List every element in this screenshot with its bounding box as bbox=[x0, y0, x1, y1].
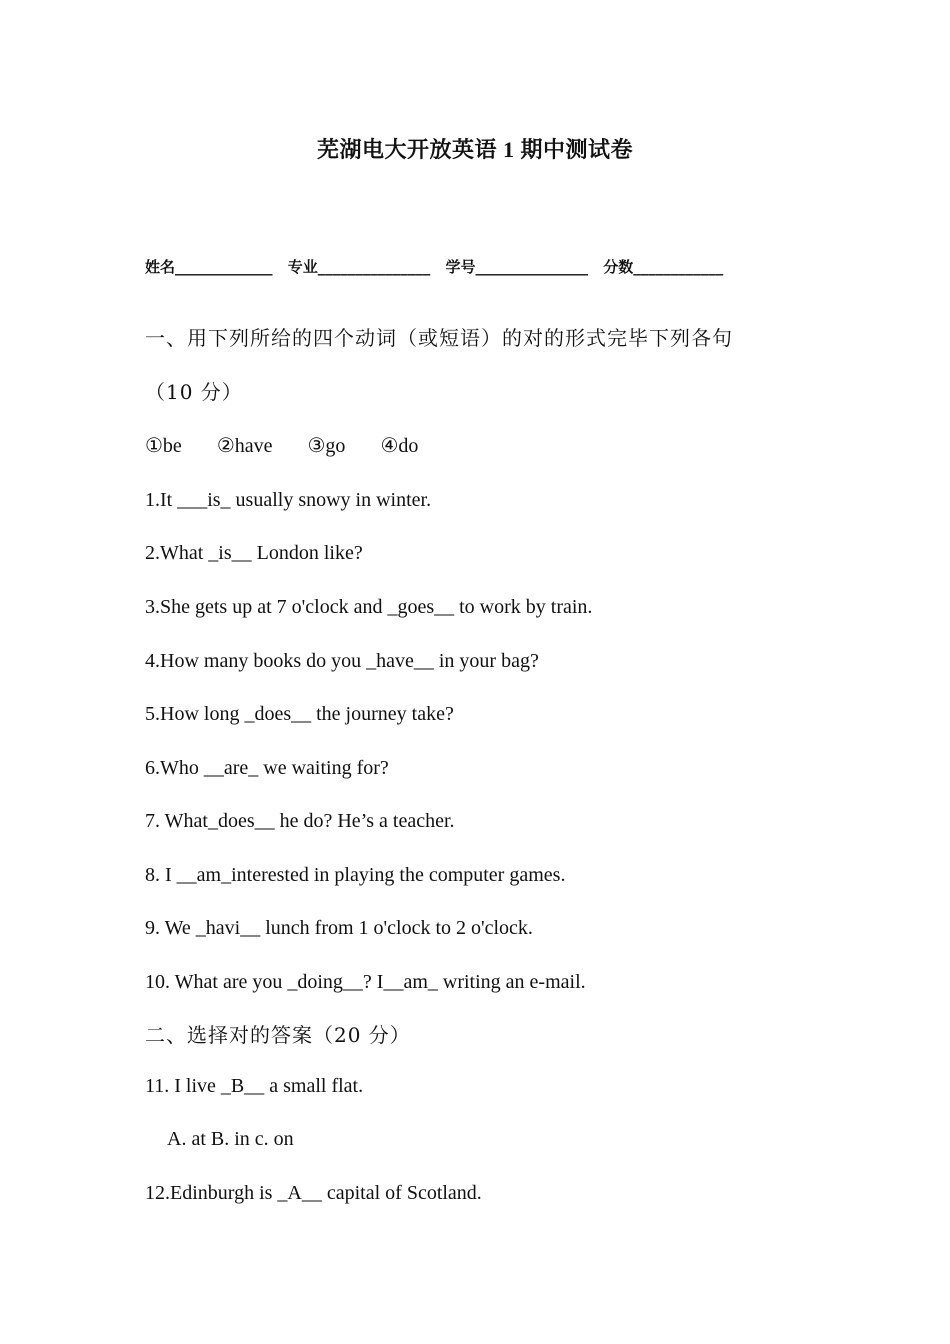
verb-options bbox=[145, 434, 448, 458]
student-id-field: 学号_______________ bbox=[445, 258, 589, 276]
question-3: 3.She gets up at 7 o'clock and _goes__ to work by train. bbox=[145, 596, 593, 618]
verb-option: ①be bbox=[145, 435, 182, 457]
verb-option: ④do bbox=[380, 435, 419, 457]
name-field: 姓名_____________ bbox=[145, 258, 273, 276]
question-5: 5.How long _does__ the journey take? bbox=[145, 703, 454, 725]
question-1: 1.It ___is_ usually snowy in winter. bbox=[145, 489, 432, 511]
major-field: 专业_______________ bbox=[287, 258, 431, 276]
section2-heading: 二、选择对的答案（20 分） bbox=[145, 1023, 411, 1047]
question-2: 2.What _is__ London like? bbox=[145, 542, 363, 564]
question-12: 12.Edinburgh is _A__ capital of Scotland. bbox=[145, 1182, 482, 1204]
question-6: 6.Who __are_ we waiting for? bbox=[145, 757, 389, 779]
question-11: 11. I live _B__ a small flat. bbox=[145, 1075, 364, 1097]
question-7: 7. What_does__ he do? He’s a teacher. bbox=[145, 810, 455, 832]
score-field: 分数____________ bbox=[603, 258, 724, 276]
question-8: 8. I __am_interested in playing the computer games. bbox=[145, 864, 566, 886]
question-9: 9. We _havi__ lunch from 1 o'clock to 2 o'clock. bbox=[145, 917, 533, 939]
section1-heading: 一、用下列所给的四个动词（或短语）的对的形式完毕下列各句 bbox=[145, 326, 733, 350]
question-11-choices: A. at B. in c. on bbox=[167, 1128, 294, 1150]
question-4: 4.How many books do you _have__ in your bag? bbox=[145, 650, 539, 672]
verb-option: ②have bbox=[216, 435, 273, 457]
student-info-row bbox=[145, 256, 733, 277]
page-title: 芜湖电大开放英语 1 期中测试卷 bbox=[316, 137, 633, 162]
section1-points: （10 分） bbox=[145, 380, 243, 404]
verb-option: ③go bbox=[307, 435, 346, 457]
question-10: 10. What are you _doing__? I__am_ writing an e-mail. bbox=[145, 971, 586, 993]
